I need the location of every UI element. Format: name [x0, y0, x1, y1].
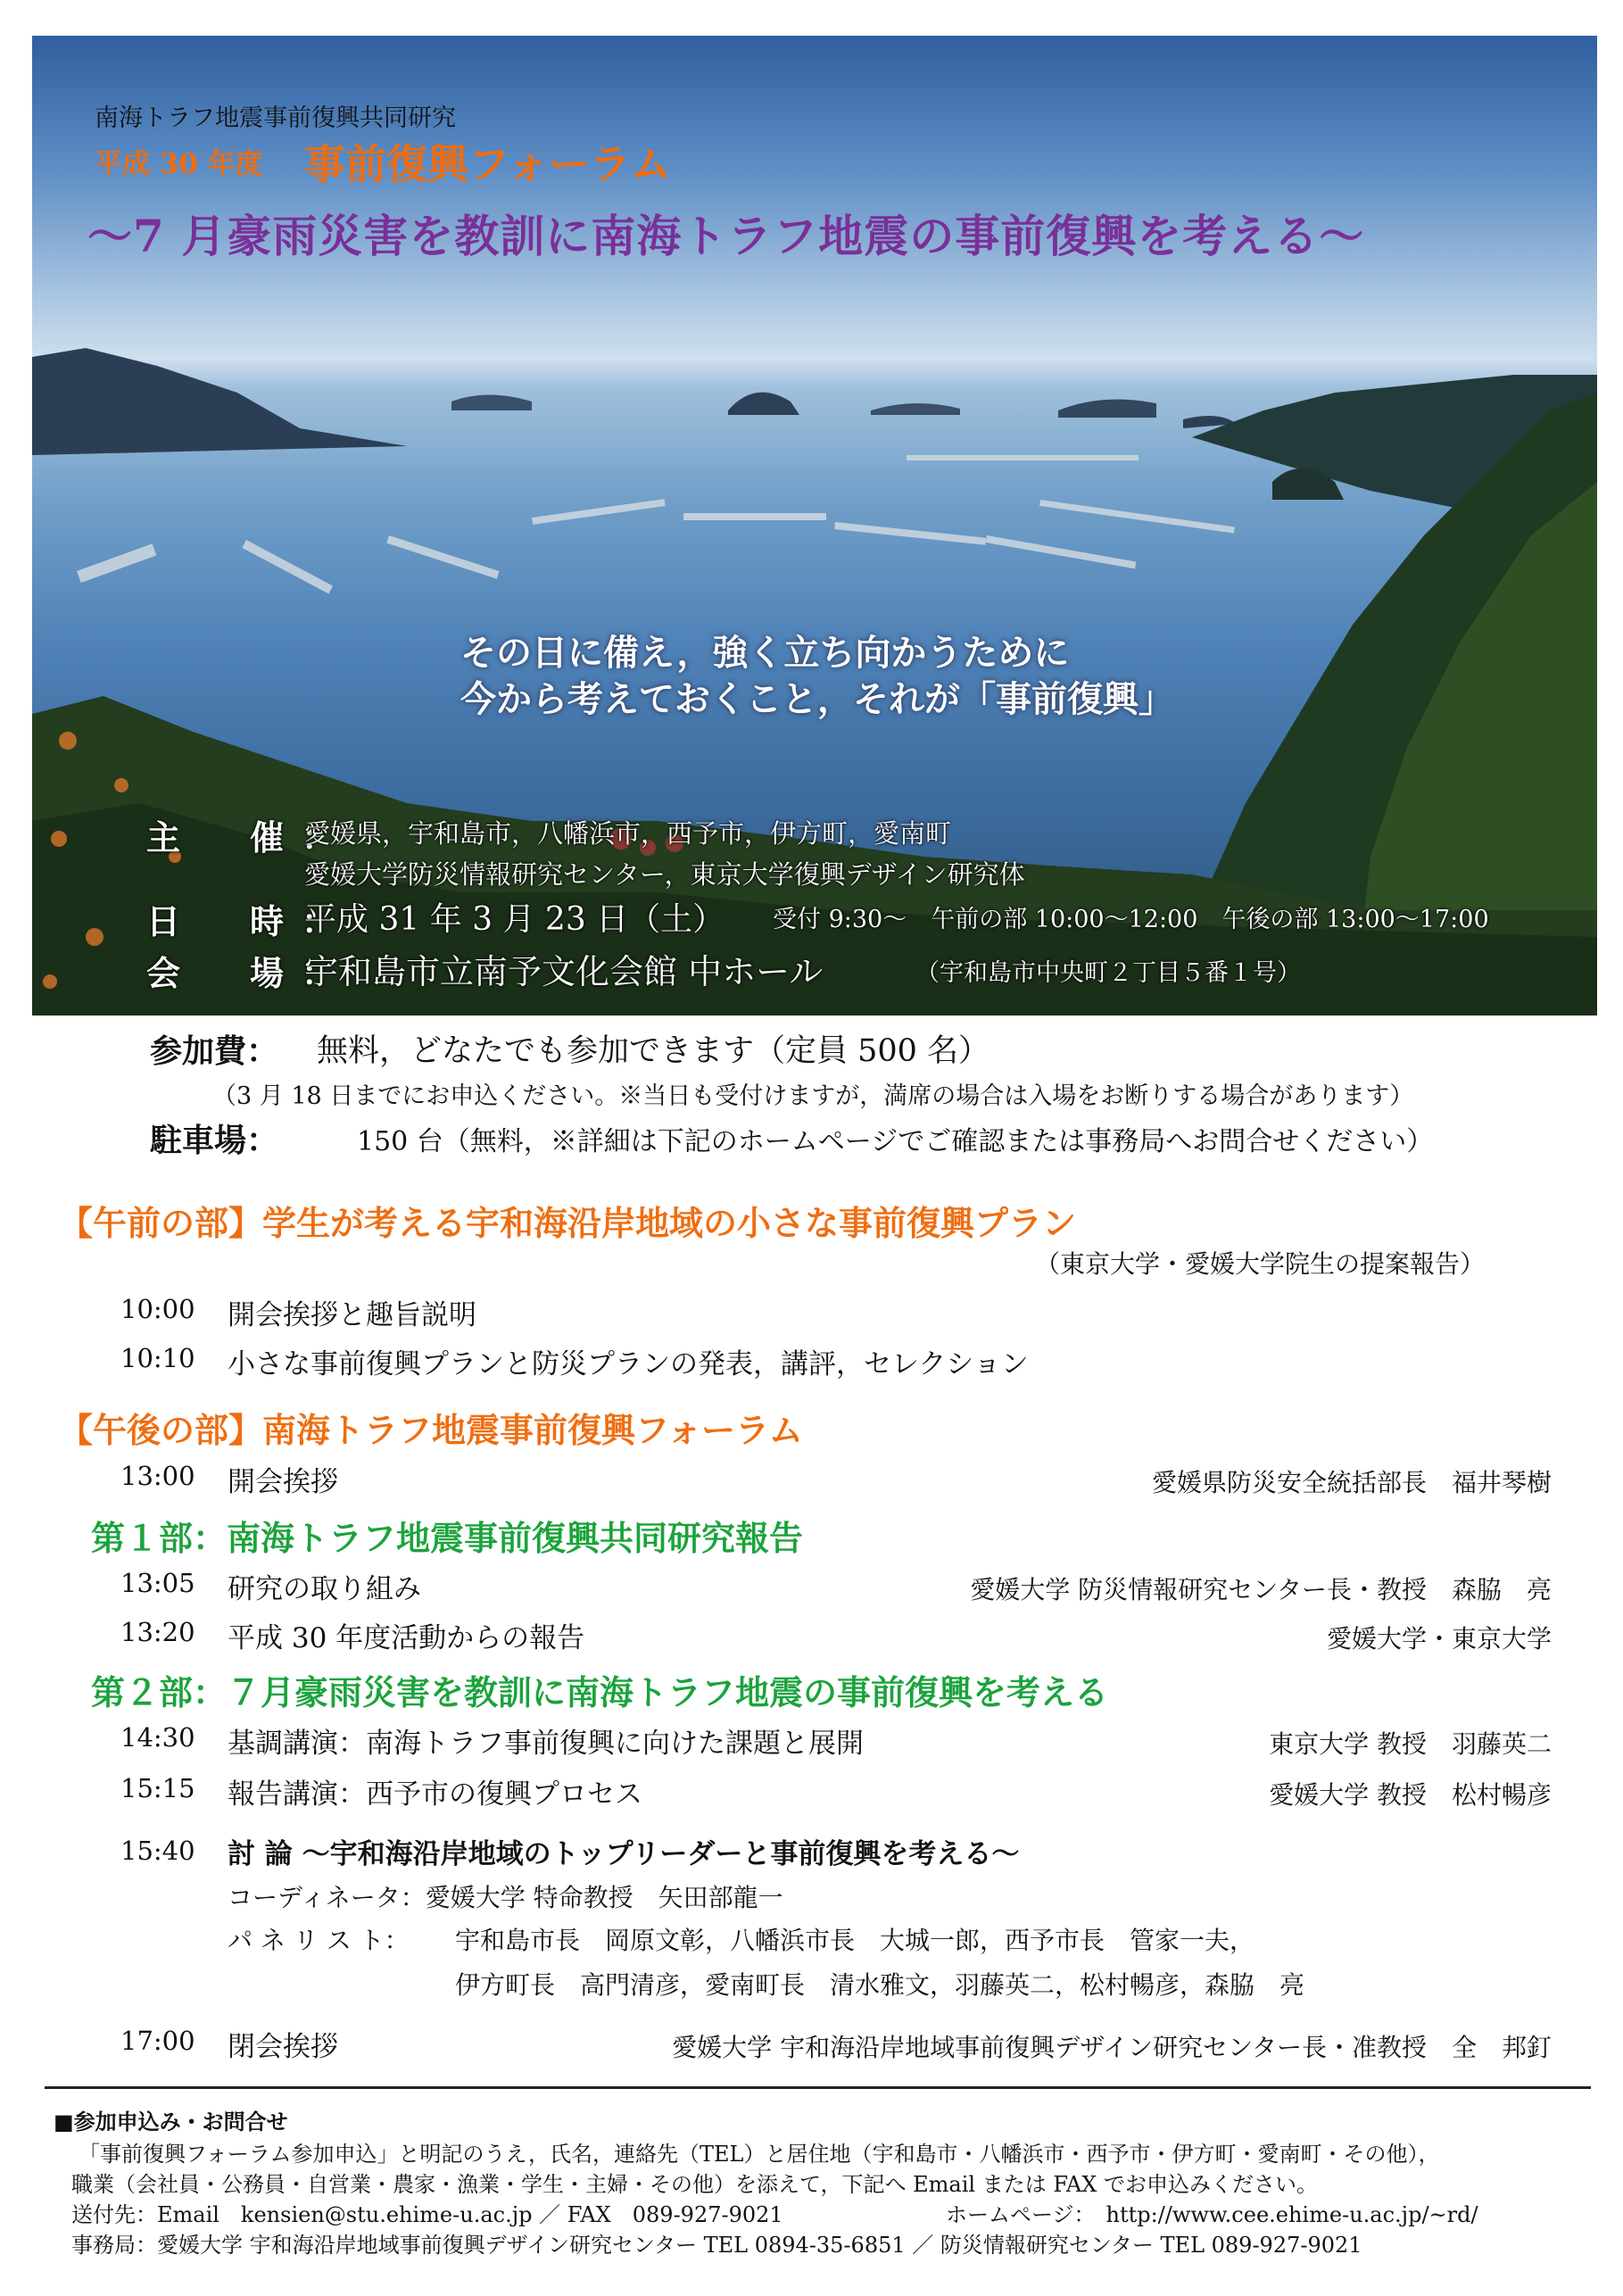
hero-photo — [32, 36, 1597, 1015]
part1-item-speaker: 愛媛大学・東京大学 — [1326, 1624, 1552, 1654]
fee-value: 無料，どなたでも参加できます（定員 500 名） — [317, 1033, 990, 1069]
part2-item-title: 基調講演：南海トラフ事前復興に向けた課題と展開 — [228, 1728, 864, 1760]
part2-item-time: 14:30 — [120, 1722, 195, 1753]
contact-line3-homepage: ホームページ： http://www.cee.ehime-u.ac.jp/~rd/ — [946, 2202, 1478, 2227]
morning-item-time: 10:10 — [120, 1343, 195, 1373]
morning-note: （東京大学・愛媛大学院生の提案報告） — [1035, 1249, 1486, 1279]
host-line1: 愛媛県，宇和島市，八幡浜市，西予市，伊方町，愛南町 — [304, 818, 952, 849]
date-times: 受付 9:30～ 午前の部 10:00～12:00 午後の部 13:00～17:00 — [773, 906, 1489, 933]
opening-speaker: 愛媛県防災安全統括部長 福井琴樹 — [1151, 1468, 1552, 1497]
discussion-panel-line2: 伊方町長 高門清彦，愛南町長 清水雅文，羽藤英二，松村暢彦，森脇 亮 — [455, 1970, 1305, 2000]
part1-item-title: 平成 30 年度活動からの報告 — [228, 1622, 585, 1654]
discussion-title: 討 論 ～宇和海沿岸地域のトップリーダーと事前復興を考える～ — [228, 1838, 1020, 1870]
date-label: 日 時： — [146, 901, 354, 941]
morning-item-title: 小さな事前復興プランと防災プランの発表，講評，セレクション — [228, 1348, 1029, 1380]
host-label: 主 催： — [146, 817, 354, 858]
part1-item-title: 研究の取り組み — [228, 1573, 421, 1605]
catch-copy-line2: 今から考えておくこと，それが「事前復興」 — [460, 679, 1174, 720]
fee-note: （3 月 18 日までにお申込ください。※当日も受付けますが，満席の場合は入場をお断りする場合があります） — [212, 1082, 1414, 1110]
contact-line3-email-fax: 送付先：Email kensien@stu.ehime-u.ac.jp ／ FAX 089-927-9021 — [71, 2202, 783, 2227]
part2-heading: 第２部：７月豪雨災害を教訓に南海トラフ地震の事前復興を考える — [91, 1673, 1109, 1712]
opening-title: 開会挨拶 — [228, 1466, 338, 1498]
discussion-panel-line1: 宇和島市長 岡原文彰，八幡浜市長 大城一郎，西予市長 管家一夫， — [455, 1926, 1255, 1955]
parking-value: 150 台（無料，※詳細は下記のホームページでご確認または事務局へお問合せください） — [357, 1126, 1434, 1157]
closing-title: 閉会挨拶 — [228, 2031, 338, 2063]
morning-item-time: 10:00 — [120, 1294, 195, 1324]
part1-item-speaker: 愛媛大学 防災情報研究センター長・教授 森脇 亮 — [970, 1575, 1552, 1604]
venue-label: 会 場： — [146, 953, 354, 993]
morning-item-title: 開会挨拶と趣旨説明 — [228, 1299, 476, 1331]
closing-time: 17:00 — [120, 2026, 195, 2056]
forum-title: 事前復興フォーラム — [304, 140, 672, 188]
venue-address: （宇和島市中央町２丁目５番１号） — [915, 959, 1301, 987]
venue-value: 宇和島市立南予文化会館 中ホール — [304, 952, 824, 991]
fiscal-year-label: 平成 30 年度 — [95, 148, 263, 180]
part1-heading: 第１部：南海トラフ地震事前復興共同研究報告 — [91, 1519, 804, 1558]
parking-label: 駐車場： — [150, 1123, 279, 1159]
discussion-time: 15:40 — [120, 1836, 195, 1866]
contact-heading: ■参加申込み・お問合せ — [54, 2110, 288, 2134]
opening-time: 13:00 — [120, 1461, 195, 1491]
host-line2: 愛媛大学防災情報研究センター，東京大学復興デザイン研究体 — [304, 859, 1025, 890]
date-value: 平成 31 年 3 月 23 日（土） — [304, 901, 725, 938]
part1-item-time: 13:05 — [120, 1568, 195, 1598]
section-divider — [45, 2086, 1591, 2089]
morning-heading: 【午前の部】学生が考える宇和海沿岸地域の小さな事前復興プラン — [59, 1204, 1077, 1243]
discussion-panel-label: パ ネ リ ス ト： — [228, 1926, 410, 1955]
contact-line4: 事務局：愛媛大学 宇和海沿岸地域事前復興デザイン研究センター TEL 0894-35-6851 ／ 防災情報研究センター TEL 089-927-9021 — [71, 2233, 1362, 2258]
part2-item-title: 報告講演：西予市の復興プロセス — [228, 1778, 642, 1811]
part1-item-time: 13:20 — [120, 1617, 195, 1647]
contact-line1: 「事前復興フォーラム参加申込」と明記のうえ，氏名，連絡先（TEL）と居住地（宇和島市・八幡浜市・西予市・伊方町・愛南町・その他）， — [79, 2142, 1440, 2167]
afternoon-heading: 【午後の部】南海トラフ地震事前復興フォーラム — [59, 1411, 803, 1450]
fee-label: 参加費： — [150, 1033, 279, 1070]
part2-item-speaker: 愛媛大学 教授 松村暢彦 — [1269, 1780, 1552, 1810]
series-label: 南海トラフ地震事前復興共同研究 — [95, 104, 456, 132]
contact-line2: 職業（会社員・公務員・自営業・農家・漁業・学生・主婦・その他）を添えて，下記へ Email または FAX でお申込みください。 — [71, 2172, 1318, 2197]
part2-item-time: 15:15 — [120, 1773, 195, 1803]
forum-subtitle: ～7 月豪雨災害を教訓に南海トラフ地震の事前復興を考える～ — [87, 210, 1365, 262]
closing-speaker: 愛媛大学 宇和海沿岸地域事前復興デザイン研究センター長・准教授 全 邦釘 — [672, 2033, 1552, 2062]
catch-copy-line1: その日に備え，強く立ち向かうために — [460, 633, 1070, 674]
part2-item-speaker: 東京大学 教授 羽藤英二 — [1269, 1729, 1552, 1759]
discussion-coordinator: コーディネータ：愛媛大学 特命教授 矢田部龍一 — [228, 1883, 783, 1912]
